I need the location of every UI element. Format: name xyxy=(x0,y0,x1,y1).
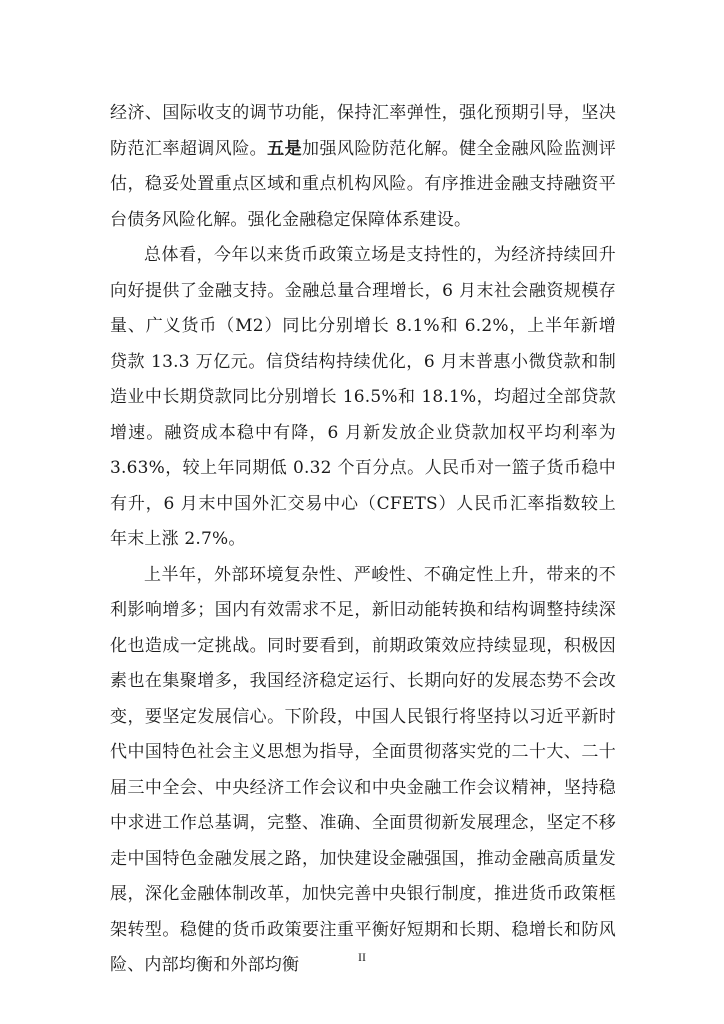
paragraph-1-text-b: 加强风险防范化解。健全金融风险监测评估，稳妥处置重点区域和重点机构风险。有序推进金融支持融资平台债务风险化解。强化金融稳定保障体系建设。 xyxy=(110,138,616,230)
paragraph-2-text: 总体看，今年以来货币政策立场是支持性的，为经济持续回升向好提供了金融支持。金融总量合理增长，6 月末社会融资规模存量、广义货币（M2）同比分别增长 8.1%和 6.2%，上半年新增贷款 13.3 万亿元。信贷结构持续优化，6 月末普惠小微贷款和制造业中长期贷款同比分别增长 16.5%和 18.1%，均超过全部贷款增速。融资成本稳中有降，6 月新发放企业贷款加权平均利率为 3.63%，较上年同期低 0.32 个百分点。人民币对一篮子货币稳中有升，6 月末中国外汇交易中心（CFETS）人民币汇率指数较上年末上涨 2.7%。 xyxy=(110,245,616,549)
paragraph-3 xyxy=(110,558,616,984)
paragraph-1-text-a: 经济、国际收支的调节功能，保持汇率弹性，强化预期引导，坚决防范汇率超调风险。 xyxy=(110,103,616,159)
paragraph-1-bold-heading: 五是 xyxy=(267,138,303,159)
paragraph-1 xyxy=(110,96,616,238)
paragraph-3-text: 上半年，外部环境复杂性、严峻性、不确定性上升，带来的不利影响增多；国内有效需求不足，新旧动能转换和结构调整持续深化也造成一定挑战。同时要看到，前期政策效应持续显现，积极因素也在集聚增多，我国经济稳定运行、长期向好的发展态势不会改变，要坚定发展信心。下阶段，中国人民银行将坚持以习近平新时代中国特色社会主义思想为指导，全面贯彻落实党的二十大、二十届三中全会、中央经济工作会议和中央金融工作会议精神，坚持稳中求进工作总基调，完整、准确、全面贯彻新发展理念，坚定不移走中国特色金融发展之路，加快建设金融强国，推动金融高质量发展，深化金融体制改革，加快完善中央银行制度，推进货币政策框架转型。稳健的货币政策要注重平衡好短期和长期、稳增长和防风险、内部均衡和外部均衡 xyxy=(110,564,616,975)
paragraph-2 xyxy=(110,238,616,558)
body-text xyxy=(110,96,616,984)
page-number: II xyxy=(358,950,366,964)
